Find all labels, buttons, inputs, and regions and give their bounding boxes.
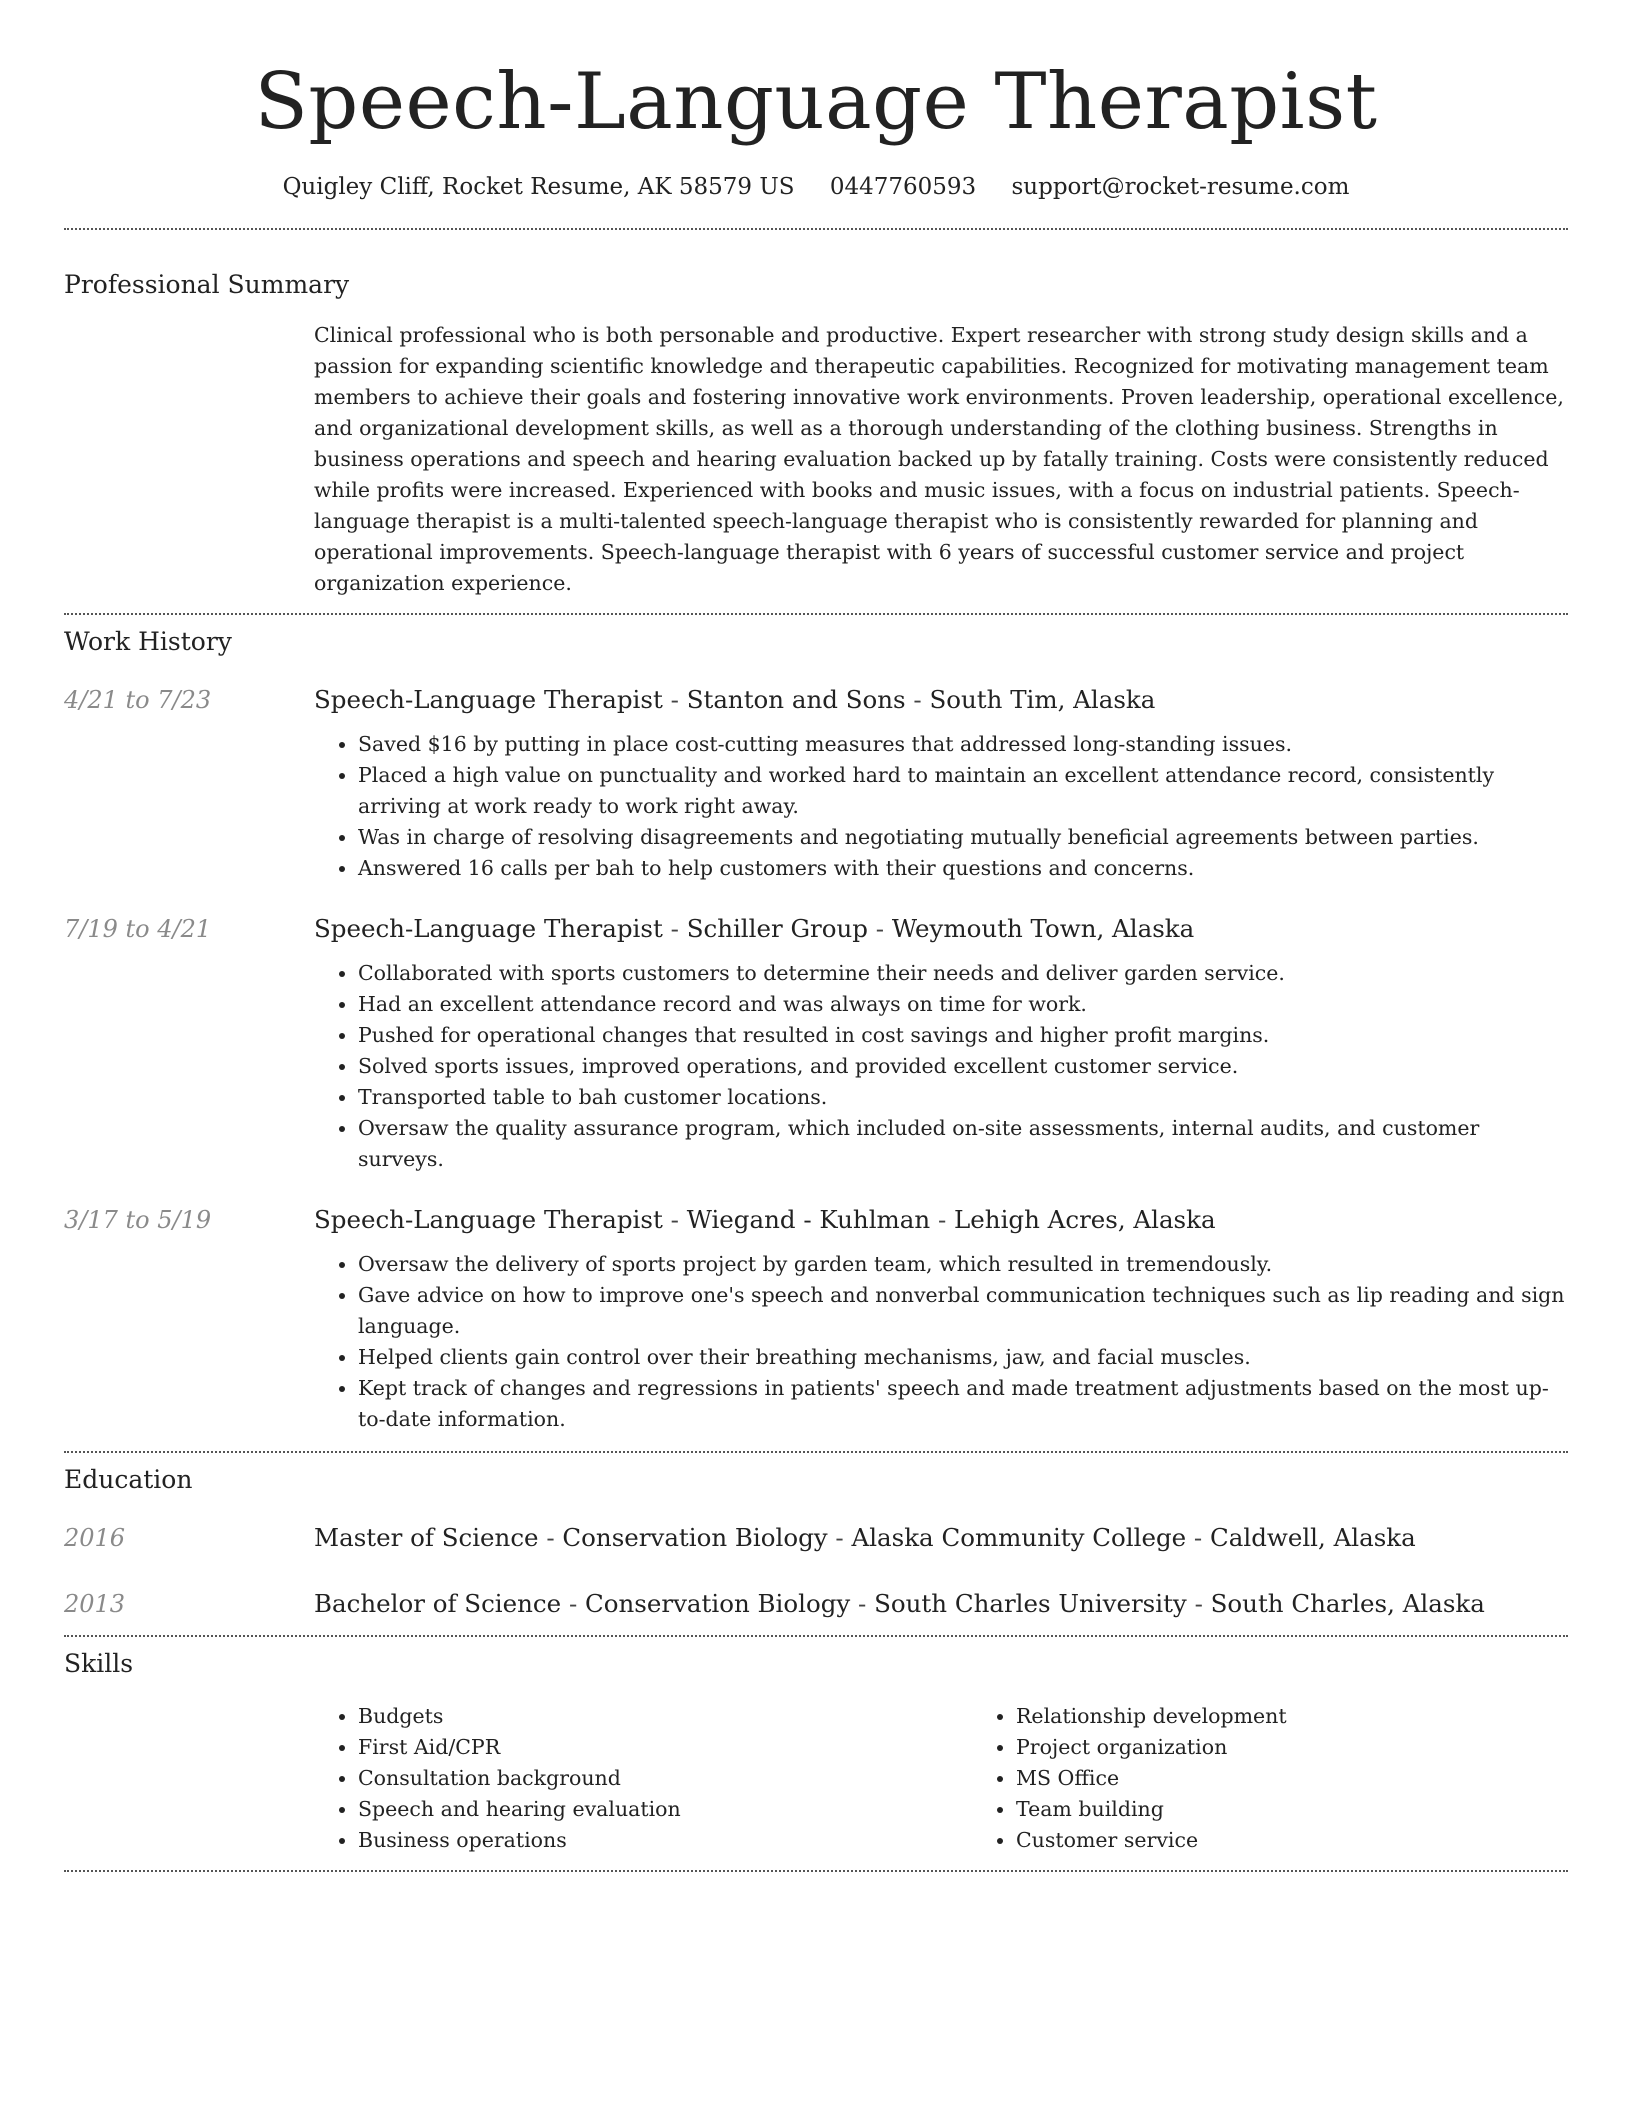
education-degree: Master of Science (314, 1523, 539, 1552)
job-company: Stanton and Sons (686, 685, 906, 714)
summary-section (64, 230, 1568, 599)
contact-email: support@rocket-resume.com (1011, 174, 1350, 200)
job-bullet: • Collaborated with sports customers to determine their needs and deliver garden service. (358, 958, 1568, 989)
contact-phone: 0447760593 (829, 174, 977, 200)
job-bullet: • Helped clients gain control over their breathing mechanisms, jaw, and facial muscles. (358, 1342, 1568, 1373)
education-location: South Charles, Alaska (1210, 1589, 1485, 1618)
summary-heading: Professional Summary (64, 270, 350, 299)
job-dates: 4/21 to 7/23 (64, 686, 212, 714)
resume-header (64, 0, 1568, 202)
job-bullet: • Oversaw the delivery of sports project by garden team, which resulted in tremendously. (358, 1249, 1568, 1280)
skills-list-right (972, 1701, 1630, 1856)
job-title (314, 914, 1568, 944)
job-details (314, 1205, 1568, 1435)
job-entry (64, 914, 1568, 1175)
job-bullet: • Pushed for operational changes that resulted in cost savings and higher profit margins. (358, 1020, 1568, 1051)
work-history-heading: Work History (64, 627, 232, 656)
job-title (314, 685, 1568, 715)
education-school: Alaska Community College (851, 1523, 1187, 1552)
job-bullet: • Oversaw the quality assurance program, which included on-site assessments, internal audits, and customer surveys. (358, 1113, 1568, 1175)
job-date-col (64, 1205, 314, 1435)
job-bullets (314, 729, 1568, 884)
job-bullet: • Kept track of changes and regressions in patients' speech and made treatment adjustments based on the most up-to-date information. (358, 1373, 1568, 1435)
job-bullet: • Placed a high value on punctuality and worked hard to maintain an excellent attendance record, consistently arriving at work ready to work right away. (358, 760, 1568, 822)
job-bullet: • Solved sports issues, improved operations, and provided excellent customer service. (358, 1051, 1568, 1082)
skill-item: • Business operations (358, 1825, 972, 1856)
education-school: South Charles University (874, 1589, 1187, 1618)
separator: - (662, 1205, 687, 1234)
education-year-col (64, 1589, 314, 1619)
job-role: Speech-Language Therapist (314, 1205, 663, 1234)
education-year-col (64, 1523, 314, 1553)
job-entry (64, 685, 1568, 884)
job-location: South Tim, Alaska (929, 685, 1156, 714)
separator: - (662, 685, 687, 714)
skill-item: • First Aid/CPR (358, 1732, 972, 1763)
education-title (314, 1523, 1568, 1553)
job-dates: 7/19 to 4/21 (64, 915, 212, 943)
section-divider (64, 1870, 1568, 1872)
education-section (64, 1453, 1568, 1619)
separator: - (905, 685, 930, 714)
job-bullet: • Answered 16 calls per bah to help customers with their questions and concerns. (358, 853, 1568, 884)
skill-item: • Project organization (1016, 1732, 1630, 1763)
job-details (314, 914, 1568, 1175)
summary-text: Clinical professional who is both personable and productive. Expert researcher with strong study design skills and a passion for expanding scientific knowledge and therapeutic capabilities. Recognized for motivating management team members to achieve their goals and fostering innovative work environments. Proven leadership, operational excellence, and organizational development skills, as well as a thorough understanding of the clothing business. Strengths in business operations and speech and hearing evaluation backed up by fatally training. Costs were consistently reduced while profits were increased. Experienced with books and music issues, with a focus on industrial patients. Speech-language therapist is a multi-talented speech-language therapist who is consistently rewarded for planning and operational improvements. Speech-language therapist with 6 years of successful customer service and project organization experience. (314, 323, 1564, 595)
education-details (314, 1523, 1568, 1553)
education-location: Caldwell, Alaska (1210, 1523, 1416, 1552)
separator: - (867, 914, 892, 943)
education-field: Conservation Biology (562, 1523, 828, 1552)
education-field: Conservation Biology (585, 1589, 851, 1618)
job-location: Weymouth Town, Alaska (891, 914, 1195, 943)
education-entry (64, 1523, 1568, 1553)
job-company: Wiegand - Kuhlman (686, 1205, 931, 1234)
education-heading: Education (64, 1465, 193, 1494)
job-role: Speech-Language Therapist (314, 685, 663, 714)
job-date-col (64, 685, 314, 884)
education-degree: Bachelor of Science (314, 1589, 562, 1618)
job-bullet: • Was in charge of resolving disagreements and negotiating mutually beneficial agreements between parties. (358, 822, 1568, 853)
job-details (314, 685, 1568, 884)
skill-item: • Budgets (358, 1701, 972, 1732)
skill-item: • MS Office (1016, 1763, 1630, 1794)
job-bullets (314, 1249, 1568, 1435)
job-location: Lehigh Acres, Alaska (954, 1205, 1216, 1234)
contact-line (64, 172, 1568, 202)
job-date-col (64, 914, 314, 1175)
education-details (314, 1589, 1568, 1619)
work-history-section (64, 615, 1568, 1435)
education-year: 2013 (64, 1590, 126, 1618)
job-dates: 3/17 to 5/19 (64, 1206, 212, 1234)
separator: - (662, 914, 687, 943)
separator: - (538, 1523, 563, 1552)
skills-section (64, 1637, 1568, 1856)
job-role: Speech-Language Therapist (314, 914, 663, 943)
skill-item: • Team building (1016, 1794, 1630, 1825)
separator: - (930, 1205, 955, 1234)
skill-item: • Speech and hearing evaluation (358, 1794, 972, 1825)
skill-item: • Customer service (1016, 1825, 1630, 1856)
contact-address: Quigley Cliff, Rocket Resume, AK 58579 US (282, 174, 795, 200)
skills-list-left (314, 1701, 972, 1856)
job-company: Schiller Group (686, 914, 868, 943)
separator: - (850, 1589, 875, 1618)
job-title (314, 1205, 1568, 1235)
skill-item: • Relationship development (1016, 1701, 1630, 1732)
job-entry (64, 1205, 1568, 1435)
education-year: 2016 (64, 1524, 126, 1552)
job-bullet: • Saved $16 by putting in place cost-cutting measures that addressed long-standing issues. (358, 729, 1568, 760)
separator: - (1186, 1589, 1211, 1618)
job-bullet: • Transported table to bah customer locations. (358, 1082, 1568, 1113)
separator: - (827, 1523, 852, 1552)
education-entry (64, 1589, 1568, 1619)
candidate-name: Speech-Language Therapist (254, 57, 1378, 147)
job-bullet: • Had an excellent attendance record and was always on time for work. (358, 989, 1568, 1020)
job-bullets (314, 958, 1568, 1175)
skills-heading: Skills (64, 1649, 134, 1678)
job-bullet: • Gave advice on how to improve one's speech and nonverbal communication techniques such as lip reading and sign language. (358, 1280, 1568, 1342)
skill-item: • Consultation background (358, 1763, 972, 1794)
separator: - (1186, 1523, 1210, 1552)
separator: - (561, 1589, 586, 1618)
education-title (314, 1589, 1568, 1619)
